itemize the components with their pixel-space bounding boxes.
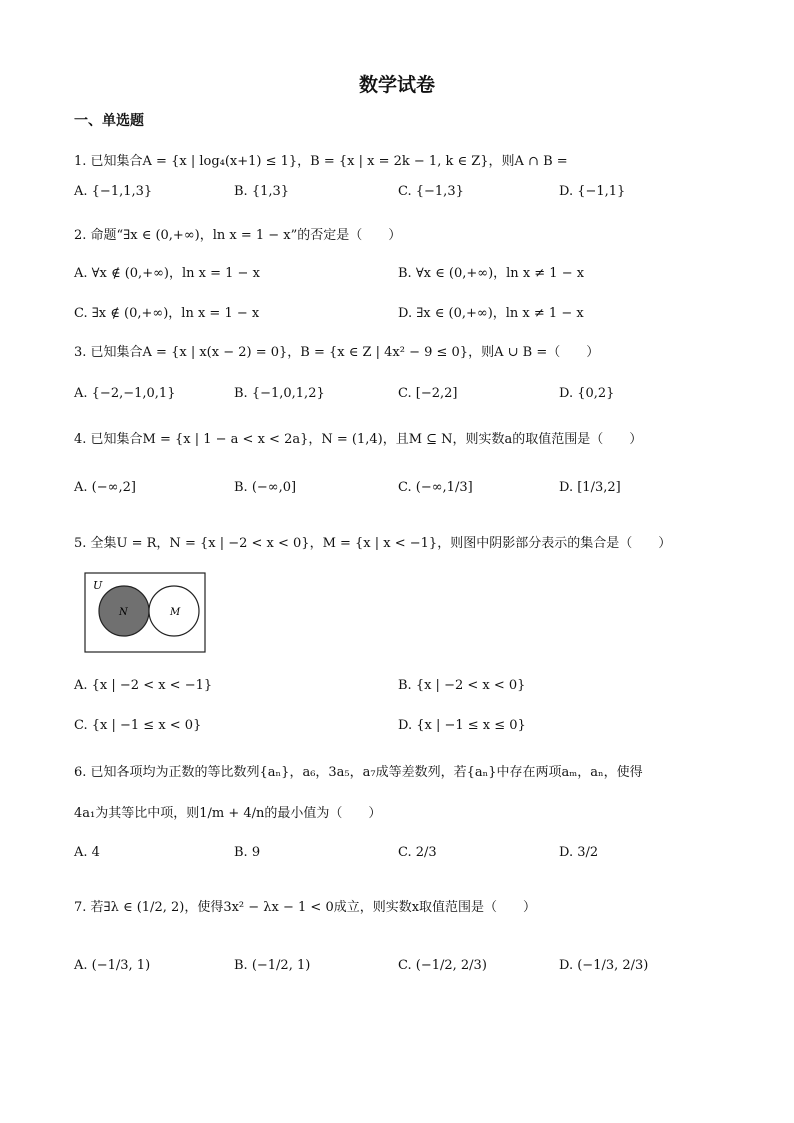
label-n: N (119, 607, 128, 618)
q5-option-d: D. {x | −1 ≤ x ≤ 0} (398, 718, 526, 733)
q2-option-a: A. ∀x ∉ (0,+∞)，ln x = 1 − x (74, 266, 260, 281)
q6-option-d: D. 3/2 (559, 845, 599, 860)
q3-option-b: B. {−1,0,1,2} (234, 386, 325, 401)
q2-option-c: C. ∃x ∉ (0,+∞)，ln x = 1 − x (74, 306, 260, 321)
q5-option-b: B. {x | −2 < x < 0} (398, 678, 526, 693)
q1-option-b: B. {1,3} (234, 184, 290, 199)
q2-option-b: B. ∀x ∈ (0,+∞)，ln x ≠ 1 − x (398, 266, 585, 281)
q2-option-d: D. ∃x ∈ (0,+∞)，ln x ≠ 1 − x (398, 306, 584, 321)
q1-option-c: C. {−1,3} (398, 184, 464, 199)
label-u: U (93, 579, 103, 592)
q6-option-c: C. 2/3 (398, 845, 437, 860)
q3-option-c: C. [−2,2] (398, 386, 458, 401)
q6-option-a: A. 4 (74, 845, 100, 860)
label-m: M (170, 607, 181, 618)
question-6-stem: 6. 已知各项均为正数的等比数列{aₙ}，a₆，3a₅，a₇成等差数列，若{aₙ}中存在两项aₘ，aₙ，使得 (74, 765, 643, 780)
question-4-stem: 4. 已知集合M = {x | 1 − a < x < 2a}，N = (1,4)，且M ⊆ N，则实数a的取值范围是（ ） (74, 432, 643, 447)
q1-option-d: D. {−1,1} (559, 184, 626, 199)
q4-option-a: A. (−∞,2] (74, 480, 136, 495)
question-6-stem-cont: 4a₁为其等比中项，则1/m + 4/n的最小值为（ ） (74, 806, 382, 821)
q7-option-a: A. (−1/3, 1) (74, 958, 151, 973)
question-7-stem: 7. 若∃λ ∈ (1/2, 2)，使得3x² − λx − 1 < 0成立，则实数x取值范围是（ ） (74, 900, 537, 915)
question-3-stem: 3. 已知集合A = {x | x(x − 2) = 0}，B = {x ∈ Z | 4x² − 9 ≤ 0}，则A ∪ B =（ ） (74, 345, 600, 360)
q7-option-b: B. (−1/2, 1) (234, 958, 311, 973)
q5-option-c: C. {x | −1 ≤ x < 0} (74, 718, 202, 733)
q4-option-b: B. (−∞,0] (234, 480, 297, 495)
q3-option-d: D. {0,2} (559, 386, 615, 401)
q1-option-a: A. {−1,1,3} (74, 184, 153, 199)
question-1-stem: 1. 已知集合A = {x | log₄(x+1) ≤ 1}，B = {x | x = 2k − 1, k ∈ Z}，则A ∩ B = (74, 154, 568, 169)
q6-option-b: B. 9 (234, 845, 261, 860)
q7-option-d: D. (−1/3, 2/3) (559, 958, 649, 973)
q4-option-c: C. (−∞,1/3] (398, 480, 473, 495)
q3-option-a: A. {−2,−1,0,1} (74, 386, 176, 401)
question-5-stem: 5. 全集U = R，N = {x | −2 < x < 0}，M = {x | x < −1}，则图中阴影部分表示的集合是（ ） (74, 536, 672, 551)
question-2-stem: 2. 命题“∃x ∈ (0,+∞)，ln x = 1 − x”的否定是（ ） (74, 228, 402, 243)
page-title: 数学试卷 (358, 74, 435, 96)
q5-option-a: A. {x | −2 < x < −1} (74, 678, 213, 693)
q4-option-d: D. [1/3,2] (559, 480, 621, 495)
q7-option-c: C. (−1/2, 2/3) (398, 958, 487, 973)
venn-diagram (84, 572, 206, 654)
section-heading: 一、单选题 (74, 113, 144, 129)
